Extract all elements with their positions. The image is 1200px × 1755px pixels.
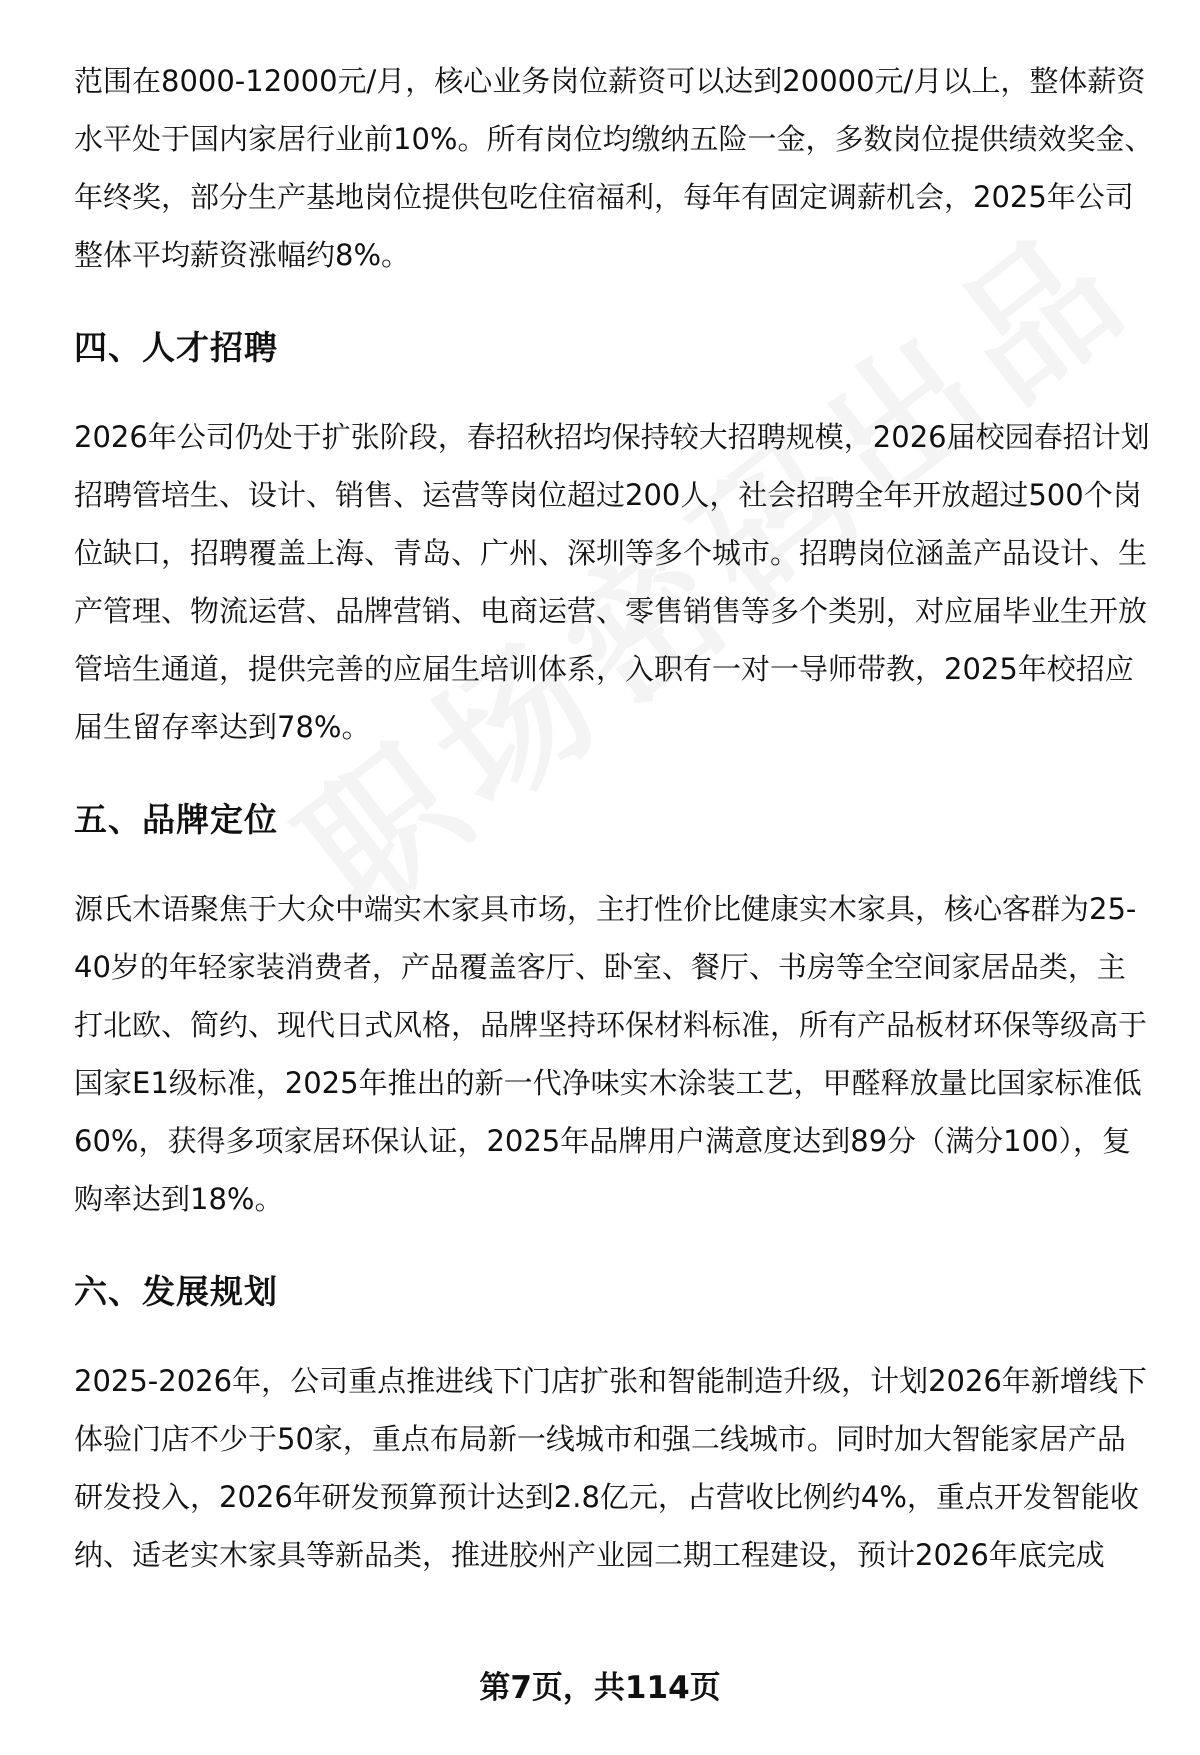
paragraph-plan: 2025-2026年，公司重点推进线下门店扩张和智能制造升级，计划2026年新增线下体验门店不少于50家，重点布局新一线城市和强二线城市。同时加大智能家居产品研发投入，2026年研发预算预计达到2.8亿元，占营收比例约4%，重点开发智能收纳、适老实木家具等新品类，推进胶州产业园二期工程建设，预计2026年底完成 xyxy=(74,1364,1147,1572)
document-body xyxy=(74,52,1154,1584)
section-heading-brand: 五、品牌定位 xyxy=(74,800,278,839)
section-heading-plan: 六、发展规划 xyxy=(74,1272,278,1311)
paragraph-recruitment: 2026年公司仍处于扩张阶段，春招秋招均保持较大招聘规模，2026届校园春招计划招聘管培生、设计、销售、运营等岗位超过200人，社会招聘全年开放超过500个岗位缺口，招聘覆盖上海、青岛、广州、深圳等多个城市。招聘岗位涵盖产品设计、生产管理、物流运营、品牌营销、电商运营、零售销售等多个类别，对应届毕业生开放管培生通道，提供完善的应届生培训体系，入职有一对一导师带教，2025年校招应届生留存率达到78%。 xyxy=(74,420,1150,744)
section-heading-recruitment: 四、人才招聘 xyxy=(74,328,278,367)
paragraph-brand: 源氏木语聚焦于大众中端实木家具市场，主打性价比健康实木家具，核心客群为25-40岁的年轻家装消费者，产品覆盖客厅、卧室、餐厅、书房等全空间家居品类，主打北欧、简约、现代日式风格，品牌坚持环保材料标准，所有产品板材环保等级高于国家E1级标准，2025年推出的新一代净味实木涂装工艺，甲醛释放量比国家标准低60%，获得多项家居环保认证，2025年品牌用户满意度达到89分（满分100），复购率达到18%。 xyxy=(74,892,1148,1216)
page-number-footer: 第7页，共114页 xyxy=(479,1670,721,1706)
paragraph-salary: 范围在8000-12000元/月，核心业务岗位薪资可以达到20000元/月以上，整体薪资水平处于国内家居行业前10%。所有岗位均缴纳五险一金，多数岗位提供绩效奖金、年终奖，部分生产基地岗位提供包吃住宿福利，每年有固定调薪机会，2025年公司整体平均薪资涨幅约8%。 xyxy=(74,64,1154,272)
